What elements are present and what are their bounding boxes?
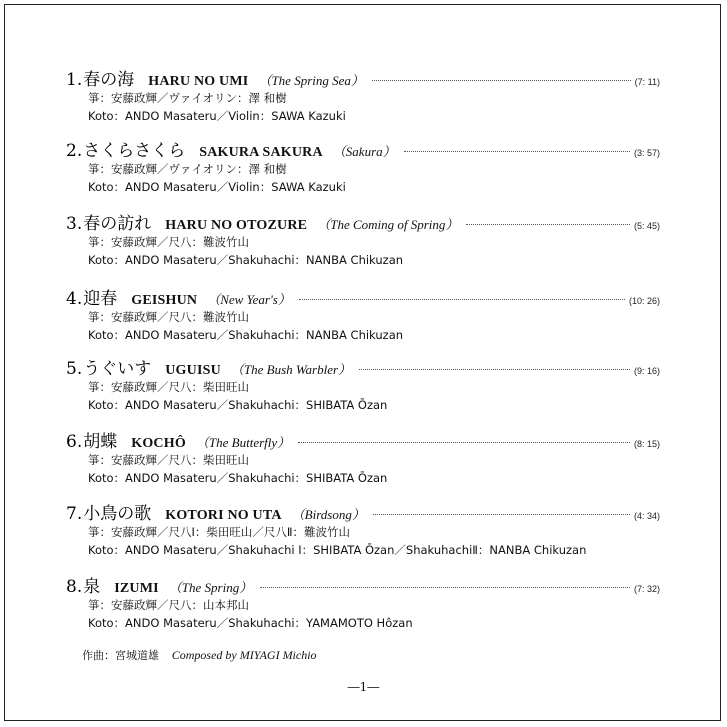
- track-duration: (5: 45): [633, 221, 660, 231]
- track-entry: [66, 354, 660, 414]
- track-entry: [66, 499, 660, 559]
- track-duration: (10: 26): [628, 296, 660, 306]
- track-title-ja: さくらさくら: [83, 141, 186, 161]
- track-number: 6.: [66, 432, 83, 452]
- dot-leader: [299, 299, 625, 300]
- track-title-ja: うぐいす: [83, 359, 152, 379]
- track-title-ja: 小鳥の歌: [83, 504, 152, 524]
- track-title-translation: （The Spring Sea）: [258, 73, 364, 88]
- performer-credit-en: Koto：ANDO Masateru／Shakuhachi：NANBA Chikuzan: [88, 328, 404, 342]
- track-number: 1.: [66, 70, 83, 90]
- track-number: 5.: [66, 359, 83, 379]
- track-title-ja: 春の海: [83, 70, 135, 90]
- dot-leader: [298, 442, 630, 443]
- track-title-translation: （Sakura）: [332, 144, 396, 159]
- performer-credit-ja: 箏：安藤政輝／ヴァイオリン：澤 和樹: [88, 91, 287, 105]
- performer-credit-ja: 箏：安藤政輝／尺八：柴田旺山: [88, 380, 249, 394]
- performer-credit-en: Koto：ANDO Masateru／Shakuhachi：SHIBATA Ōzan: [88, 471, 388, 485]
- composer-ja: 作曲：宮城道雄: [82, 649, 159, 662]
- track-entry: [66, 136, 660, 196]
- track-title-line: [66, 354, 660, 378]
- track-duration: (7: 11): [634, 77, 660, 87]
- track-entry: [66, 427, 660, 487]
- track-title-line: [66, 427, 660, 451]
- dot-leader: [260, 587, 630, 588]
- track-entry: [66, 65, 660, 125]
- track-title-en: HARU NO OTOZURE: [165, 218, 308, 233]
- performer-credit-ja: 箏：安藤政輝／尺八：難波竹山: [88, 310, 249, 324]
- track-duration: (7: 32): [633, 584, 660, 594]
- track-title-line: [66, 136, 660, 160]
- track-title-ja: 春の訪れ: [83, 214, 152, 234]
- track-duration: (3: 57): [633, 148, 660, 158]
- track-title-ja: 胡蝶: [83, 432, 118, 452]
- dot-leader: [373, 514, 630, 515]
- dot-leader: [372, 80, 631, 81]
- performer-credit-ja: 箏：安藤政輝／尺八：柴田旺山: [88, 453, 249, 467]
- performer-credit-ja: 箏：安藤政輝／尺八：難波竹山: [88, 235, 249, 249]
- track-title-ja: 泉: [83, 577, 101, 597]
- dot-leader: [466, 224, 630, 225]
- track-title-en: HARU NO UMI: [148, 74, 249, 89]
- track-title-translation: （New Year's）: [207, 292, 291, 307]
- dot-leader: [404, 151, 630, 152]
- track-title-translation: （The Spring）: [168, 580, 253, 595]
- track-number: 2.: [66, 141, 83, 161]
- track-duration: (8: 15): [633, 439, 660, 449]
- track-duration: (4: 34): [633, 511, 660, 521]
- track-title-line: [66, 572, 660, 596]
- track-title-en: GEISHUN: [131, 293, 198, 308]
- track-title-en: KOCHÔ: [131, 436, 186, 451]
- track-entry: [66, 209, 660, 269]
- track-title-en: UGUISU: [165, 363, 221, 378]
- performer-credit-en: Koto：ANDO Masateru／Shakuhachi：NANBA Chikuzan: [88, 253, 404, 267]
- track-title-line: [66, 499, 660, 523]
- dot-leader: [359, 369, 630, 370]
- track-title-line: [66, 284, 660, 308]
- track-entry: [66, 572, 660, 632]
- performer-credit-en: Koto：ANDO Masateru／Shakuhachi Ⅰ：SHIBATA Ōzan／ShakuhachiⅡ：NANBA Chikuzan: [88, 543, 587, 557]
- performer-credit-ja: 箏：安藤政輝／尺八Ⅰ：柴田旺山／尺八Ⅱ：難波竹山: [88, 525, 351, 539]
- track-title-en: KOTORI NO UTA: [165, 508, 282, 523]
- track-title-translation: （The Coming of Spring）: [317, 217, 459, 232]
- track-number: 3.: [66, 214, 83, 234]
- track-number: 7.: [66, 504, 83, 524]
- track-title-translation: （The Bush Warbler）: [230, 362, 352, 377]
- performer-credit-ja: 箏：安藤政輝／ヴァイオリン：澤 和樹: [88, 162, 287, 176]
- track-title-translation: （The Butterfly）: [195, 435, 291, 450]
- track-title-line: [66, 209, 660, 233]
- performer-credit-en: Koto：ANDO Masateru／Violin：SAWA Kazuki: [88, 180, 346, 194]
- track-title-translation: （Birdsong）: [291, 507, 365, 522]
- track-duration: (9: 16): [633, 366, 660, 376]
- track-title-en: SAKURA SAKURA: [199, 145, 323, 160]
- performer-credit-en: Koto：ANDO Masateru／Shakuhachi：SHIBATA Ōzan: [88, 398, 388, 412]
- track-title-line: [66, 65, 660, 89]
- performer-credit-en: Koto：ANDO Masateru／Shakuhachi：YAMAMOTO Hôzan: [88, 616, 413, 630]
- composer-en: Composed by MIYAGI Michio: [171, 648, 317, 662]
- track-number: 4.: [66, 289, 83, 309]
- page-number: ―1―: [347, 680, 380, 694]
- track-title-en: IZUMI: [114, 581, 159, 596]
- track-entry: [66, 284, 660, 344]
- composer-note: [82, 647, 317, 663]
- track-number: 8.: [66, 577, 83, 597]
- performer-credit-en: Koto：ANDO Masateru／Violin：SAWA Kazuki: [88, 109, 346, 123]
- performer-credit-ja: 箏：安藤政輝／尺八：山本邦山: [88, 598, 249, 612]
- track-title-ja: 迎春: [83, 289, 118, 309]
